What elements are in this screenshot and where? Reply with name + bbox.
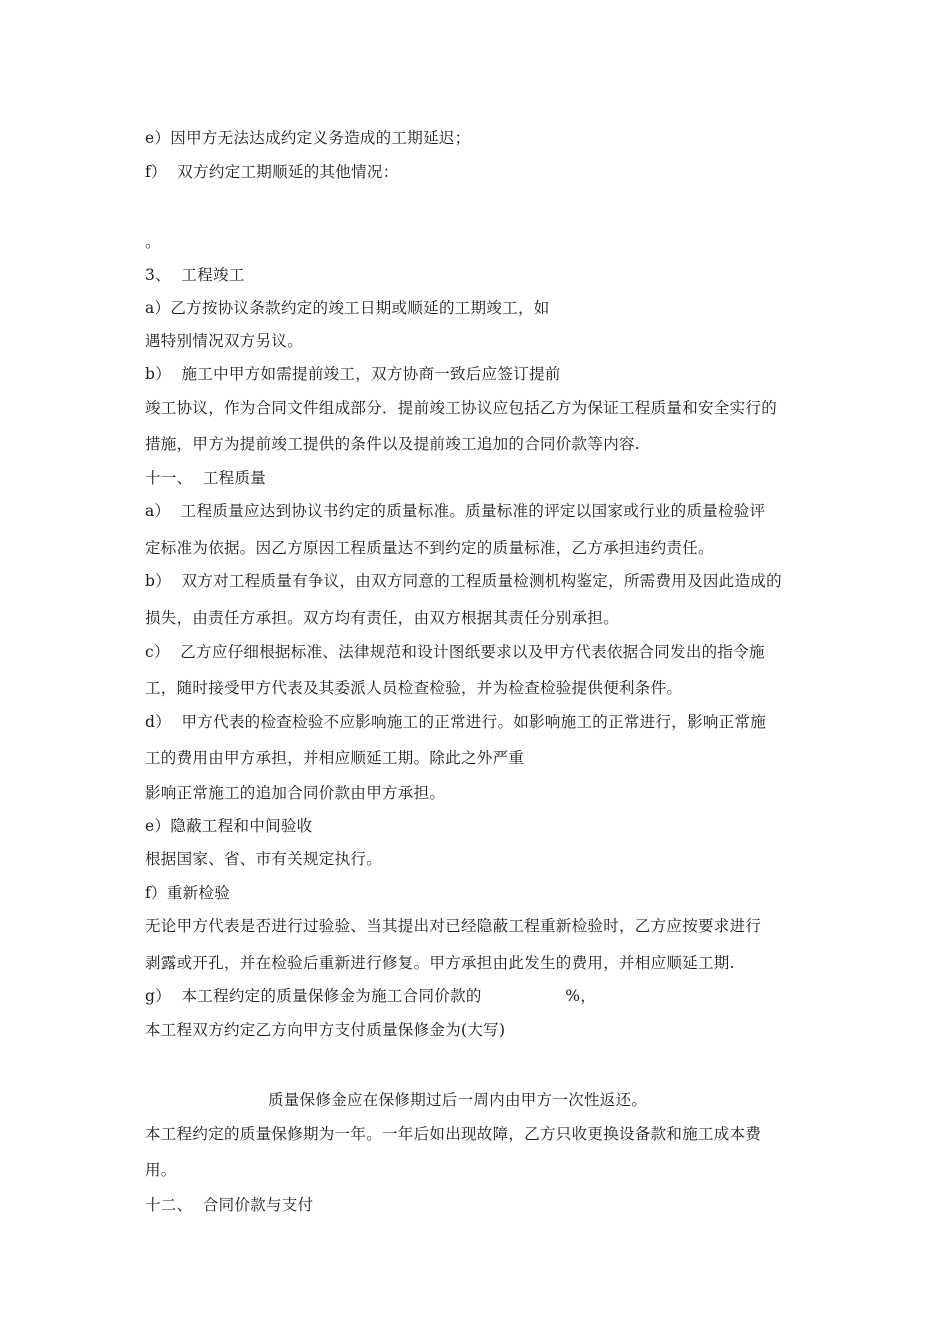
text-line: 竣工协议，作为合同文件组成部分．提前竣工协议应包括乙方为保证工程质量和安全实行的 xyxy=(145,399,778,417)
text-line: b） 双方对工程质量有争议，由双方同意的工程质量检测机构鉴定，所需费用及因此造成的 xyxy=(145,572,782,590)
section-heading: 十二、 合同价款与支付 xyxy=(145,1196,314,1214)
text-line: f）重新检验 xyxy=(145,884,231,902)
section-heading: 十一、 工程质量 xyxy=(145,469,267,487)
text-line: 影响正常施工的追加合同价款由甲方承担。 xyxy=(145,784,446,802)
text-line: 质量保修金应在保修期过后一周内由甲方一次性返还。 xyxy=(268,1091,648,1109)
text-line: 工，随时接受甲方代表及其委派人员检查检验，并为检查检验提供便利条件。 xyxy=(145,679,683,697)
text-line: e）因甲方无法达成约定义务造成的工期延迟； xyxy=(145,129,471,147)
text-line: b） 施工中甲方如需提前竣工，双方协商一致后应签订提前 xyxy=(145,365,561,383)
text-line: 遇特别情况双方另议。 xyxy=(145,332,304,350)
text-line: d） 甲方代表的检查检验不应影响施工的正常进行。如影响施工的正常进行，影响正常施 xyxy=(145,713,767,731)
text-line: e）隐蔽工程和中间验收 xyxy=(145,817,313,835)
text-line: 定标准为依据。因乙方原因工程质量达不到约定的质量标准，乙方承担违约责任。 xyxy=(145,539,714,557)
text-line: a）乙方按协议条款约定的竣工日期或顺延的工期竣工，如 xyxy=(145,299,550,317)
text-line: 用。 xyxy=(145,1161,177,1179)
text-line: c） 乙方应仔细根据标准、法律规范和设计图纸要求以及甲方代表依据合同发出的指令施 xyxy=(145,643,765,661)
text-line: 措施，甲方为提前竣工提供的条件以及提前竣工追加的合同价款等内容. xyxy=(145,435,641,453)
text-line: 损失，由责任方承担。双方均有责任，由双方根据其责任分别承担。 xyxy=(145,609,620,627)
text-line: a） 工程质量应达到协议书约定的质量标准。质量标准的评定以国家或行业的质量检验评 xyxy=(145,502,766,520)
section-heading: 3、 工程竣工 xyxy=(145,266,245,284)
text-line: f） 双方约定工期顺延的其他情况： xyxy=(145,163,399,181)
text-line: 本工程约定的质量保修期为一年。一年后如出现故障，乙方只收更换设备款和施工成本费 xyxy=(145,1125,762,1143)
text-line: 。 xyxy=(145,233,161,251)
text-line: 根据国家、省、市有关规定执行。 xyxy=(145,850,383,868)
text-line: 无论甲方代表是否进行过验验、当其提出对已经隐蔽工程重新检验时，乙方应按要求进行 xyxy=(145,917,762,935)
text-line: 工的费用由甲方承担，并相应顺延工期。除此之外严重 xyxy=(145,749,525,767)
text-line: 剥露或开孔，并在检验后重新进行修复。甲方承担由此发生的费用，并相应顺延工期. xyxy=(145,954,735,972)
text-line: 本工程双方约定乙方向甲方支付质量保修金为(大写) xyxy=(145,1021,506,1039)
text-line: g） 本工程约定的质量保修金为施工合同价款的 %， xyxy=(145,987,597,1005)
